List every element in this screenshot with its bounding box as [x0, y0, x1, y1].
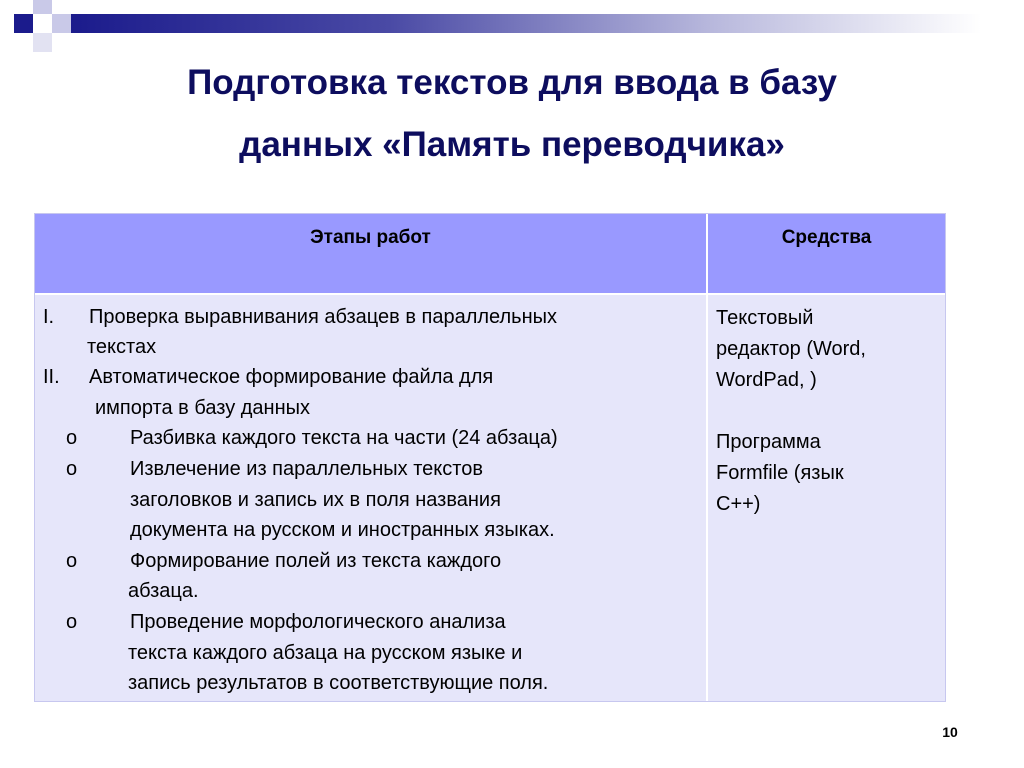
list-item: Проверка выравнивания абзацев в параллельных — [89, 306, 558, 328]
sub-item: Проведение морфологического анализа — [130, 611, 506, 633]
decor-square — [52, 14, 71, 33]
list-item: Автоматическое формирование файла для — [89, 366, 494, 388]
sub-item-continuation: заголовков и запись их в поля названия — [130, 489, 501, 511]
tool-editor: Текстовый редактор (Word, WordPad, ) — [716, 307, 866, 391]
sub-item: Извлечение из параллельных текстов — [130, 458, 483, 480]
slide-title: Подготовка текстов для ввода в базу данных «Память переводчика» — [187, 63, 837, 164]
list-item-continuation: импорта в базу данных — [95, 397, 311, 419]
bullet-marker: o — [66, 611, 78, 633]
roman-marker: I. — [43, 306, 55, 328]
list-item-continuation: текстах — [87, 336, 157, 358]
bullet-marker: o — [66, 458, 78, 480]
decor-square — [33, 0, 52, 14]
page-number: 10 — [942, 724, 958, 740]
bullet-marker: o — [66, 427, 78, 449]
sub-item: Разбивка каждого текста на части (24 абзаца) — [130, 427, 558, 449]
header-tools: Средства — [708, 214, 945, 293]
header-stages: Этапы работ — [35, 214, 706, 293]
decor-square — [14, 14, 33, 33]
sub-item-continuation: документа на русском и иностранных языках. — [130, 519, 555, 541]
sub-item-continuation: текста каждого абзаца на русском языке и — [128, 642, 523, 664]
decor-gradient-bar — [71, 14, 981, 33]
tools-cell — [708, 295, 945, 701]
decor-square — [33, 33, 52, 52]
decor-square — [14, 33, 33, 52]
sub-item-continuation: абзаца. — [128, 580, 199, 602]
sub-item-continuation: запись результатов в соответствующие поля. — [128, 672, 549, 694]
bullet-marker: o — [66, 550, 78, 572]
sub-item: Формирование полей из текста каждого — [130, 550, 502, 572]
roman-marker: II. — [43, 366, 60, 388]
content-table — [34, 213, 946, 702]
tool-program: Программа Formfile (язык C++) — [716, 431, 844, 515]
stages-cell — [35, 295, 706, 701]
